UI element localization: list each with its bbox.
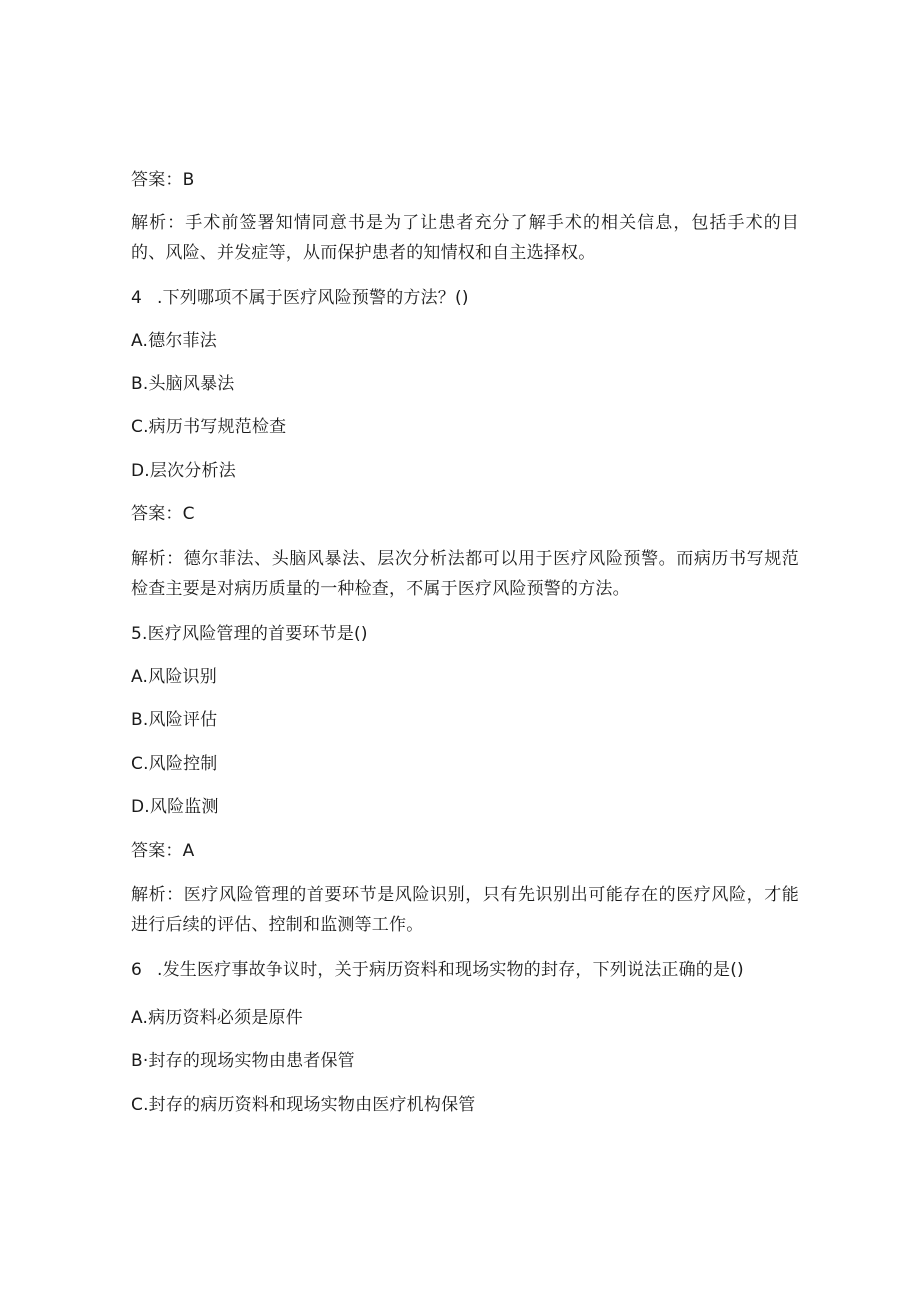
question-4-number: 4 [131,288,143,308]
question-4-stem: .下列哪项不属于医疗风险预警的方法？() [157,288,469,308]
question-4 [131,282,811,314]
question-4-option-c: C.病历书写规范检查 [131,417,287,437]
answer-q3: 答案：B [131,170,195,190]
question-6-stem: .发生医疗事故争议时，关于病历资料和现场实物的封存，下列说法正确的是() [157,960,744,980]
question-5-option-d: D.风险监测 [131,797,219,817]
question-5-option-b: B.风险评估 [131,710,218,730]
question-5-option-c: C.风险控制 [131,754,218,774]
question-5: 5.医疗风险管理的首要环节是() [131,624,368,644]
question-5-option-a: A.风险识别 [131,667,217,687]
analysis-q3: 解析：手术前签署知情同意书是为了让患者充分了解手术的相关信息，包括手术的目的、风险、并发症等，从而保护患者的知情权和自主选择权。 [131,213,799,263]
question-6-option-a: A.病历资料必须是原件 [131,1008,303,1028]
answer-q4: 答案：C [131,504,195,524]
question-4-option-d: D.层次分析法 [131,461,236,481]
analysis-q4: 解析：德尔菲法、头脑风暴法、层次分析法都可以用于医疗风险预警。而病历书写规范检查主要是对病历质量的一种检查，不属于医疗风险预警的方法。 [131,549,799,599]
answer-q5: 答案：A [131,841,195,861]
analysis-q5: 解析：医疗风险管理的首要环节是风险识别，只有先识别出可能存在的医疗风险，才能进行后续的评估、控制和监测等工作。 [131,885,799,935]
question-4-option-b: B.头脑风暴法 [131,374,235,394]
question-4-option-a: A.德尔菲法 [131,331,217,351]
question-6-option-c: C.封存的病历资料和现场实物由医疗机构保管 [131,1095,476,1115]
question-6 [131,954,811,986]
question-6-option-b: B·封存的现场实物由患者保管 [131,1051,355,1071]
question-6-number: 6 [131,960,143,980]
